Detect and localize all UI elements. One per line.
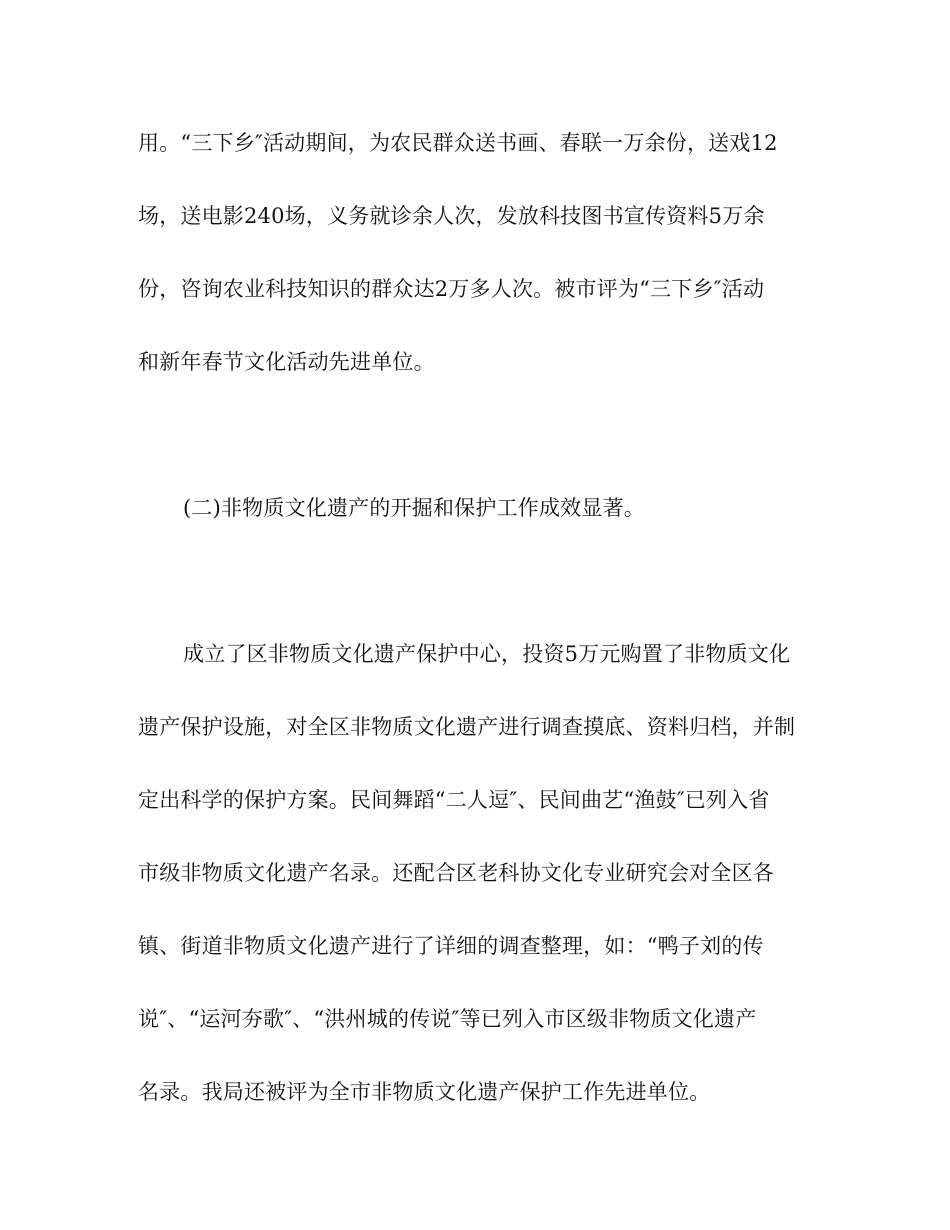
paragraph-2-line-2: 遗产保护设施，对全区非物质文化遗产进行调查摸底、资料归档，并制 <box>138 715 796 739</box>
paragraph-1-line-3: 份，咨询农业科技知识的群众达2万多人次。被市评为“三下乡″活动 <box>138 277 765 301</box>
paragraph-2-line-6: 说″、“运河夯歌″、“洪州城的传说″等已列入市区级非物质文化遗产 <box>138 1007 757 1031</box>
paragraph-1-line-1: 用。“三下乡″活动期间，为农民群众送书画、春联一万余份，送戏12 <box>138 131 778 155</box>
section-heading: (二)非物质文化遗产的开掘和保护工作成效显著。 <box>183 496 645 520</box>
paragraph-2-line-3: 定出科学的保护方案。民间舞蹈“二人逗″、民间曲艺“渔鼓″已列入省 <box>138 788 770 812</box>
paragraph-2-line-7: 名录。我局还被评为全市非物质文化遗产保护工作先进单位。 <box>138 1080 711 1104</box>
paragraph-1-line-4: 和新年春节文化活动先进单位。 <box>138 350 435 374</box>
paragraph-1-line-2: 场，送电影240场，义务就诊余人次，发放科技图书宣传资料5万余 <box>138 204 765 228</box>
paragraph-2-line-4: 市级非物质文化遗产名录。还配合区老科协文化专业研究会对全区各 <box>138 861 774 885</box>
paragraph-2-line-5: 镇、街道非物质文化遗产进行了详细的调查整理，如：“鸭子刘的传 <box>138 934 764 958</box>
paragraph-2-line-1: 成立了区非物质文化遗产保护中心，投资5万元购置了非物质文化 <box>183 642 791 666</box>
